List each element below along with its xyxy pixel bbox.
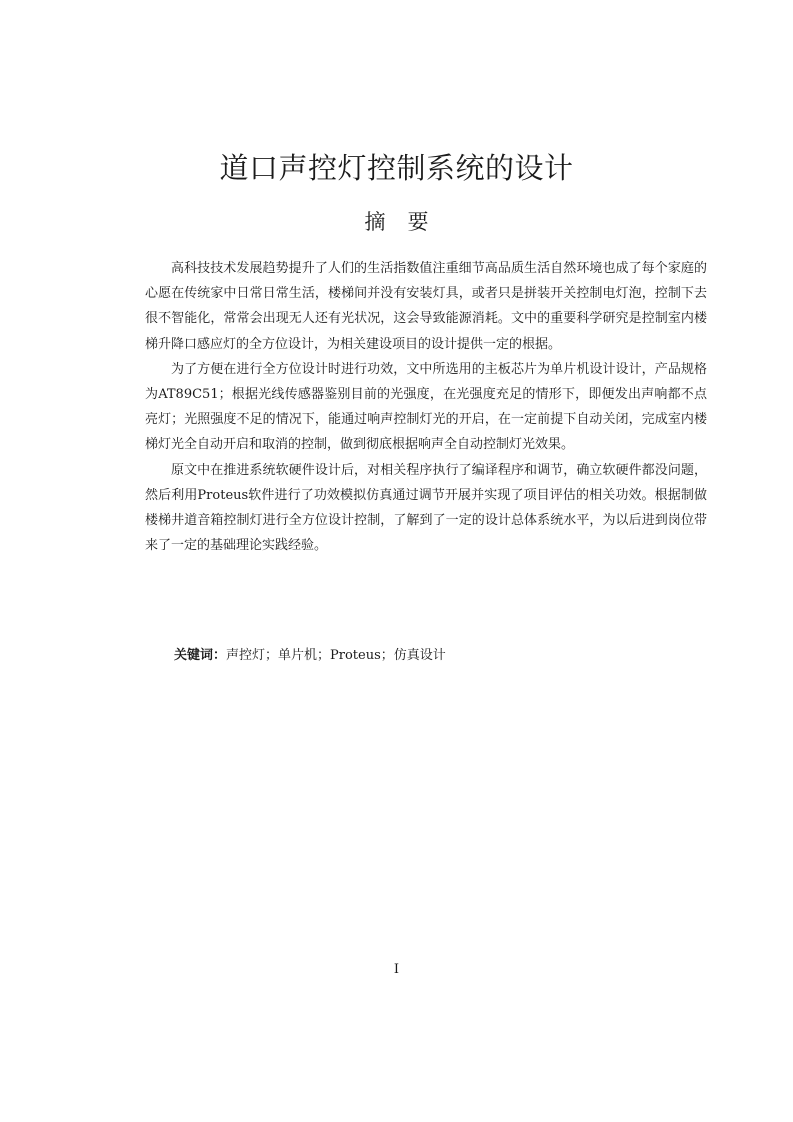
keywords-value: 声控灯；单片机；Proteus；仿真设计 (226, 648, 446, 663)
keywords-label: 关键词： (174, 648, 227, 663)
abstract-paragraph-3: 原文中在推进系统软硬件设计后，对相关程序执行了编译程序和调节，确立软硬件都没问题，然后利用Proteus软件进行了功效模拟仿真通过调节开展并实现了项目评估的相关功效。根据制做楼梯井道音箱控制灯进行全方位设计控制，了解到了一定的设计总体系统水平，为以后进到岗位带来了一定的基础理论实践经验。 (145, 462, 707, 554)
abstract-paragraph-1: 高科技技术发展趋势提升了人们的生活指数值注重细节高品质生活自然环境也成了每个家庭的心愿在传统家中日常日常生活，楼梯间并没有安装灯具，或者只是拼装开关控制电灯泡，控制下去很不智能化，常常会出现无人还有光状况，这会导致能源消耗。文中的重要科学研究是控制室内楼梯升降口感应灯的全方位设计，为相关建设项目的设计提供一定的根据。 (145, 261, 707, 352)
keywords-line (174, 645, 446, 667)
page-number: I (393, 962, 400, 977)
abstract-paragraph-2: 为了方便在进行全方位设计时进行功效，文中所选用的主板芯片为单片机设计设计，产品规格为AT89C51；根据光线传感器鉴别目前的光强度，在光强度充足的情形下，即便发出声响都不点亮灯；光照强度不足的情况下，能通过响声控制灯光的开启，在一定前提下自动关闭，完成室内楼梯灯光全自动开启和取消的控制，做到彻底根据响声全自动控制灯光效果。 (145, 361, 707, 453)
document-title: 道口声控灯控制系统的设计 (219, 151, 574, 185)
abstract-body (145, 256, 707, 558)
abstract-heading: 摘要 (364, 210, 451, 234)
